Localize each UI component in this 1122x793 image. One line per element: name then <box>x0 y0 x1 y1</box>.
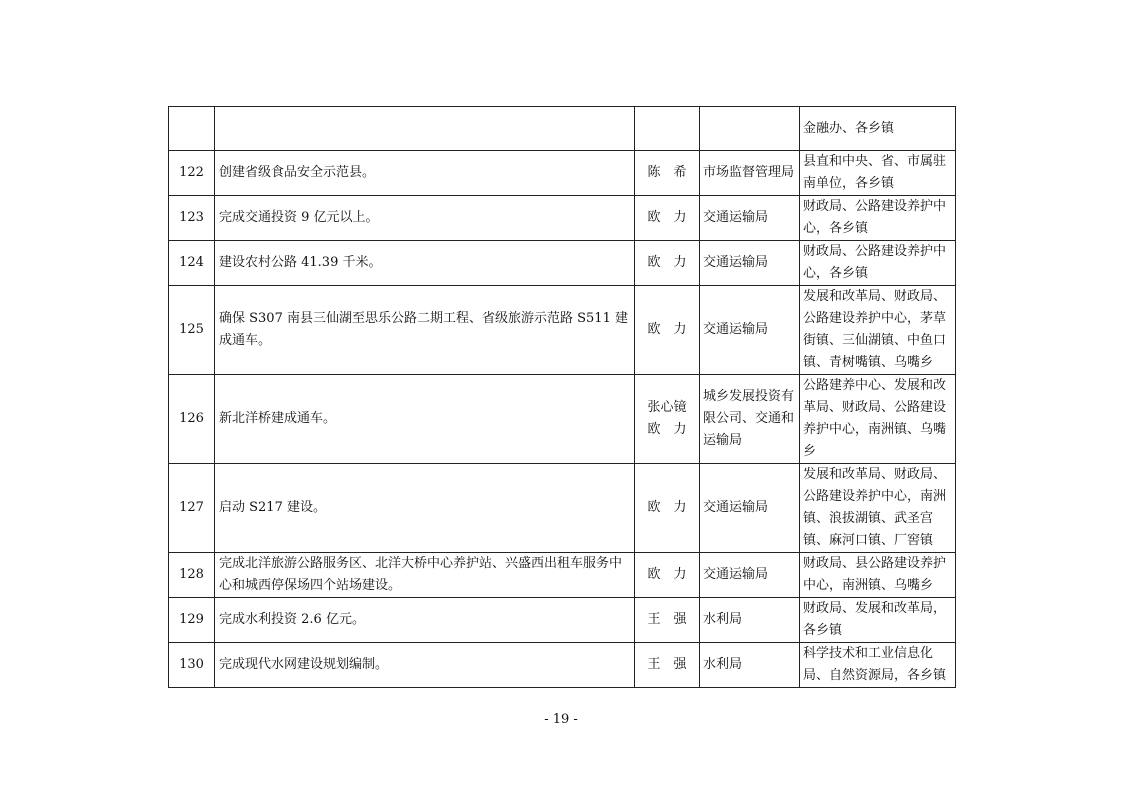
task-cell: 确保 S307 南县三仙湖至思乐公路二期工程、省级旅游示范路 S511 建成通车。 <box>215 286 635 375</box>
table-row <box>169 553 956 598</box>
table-row <box>169 598 956 643</box>
task-cell: 完成交通投资 9 亿元以上。 <box>215 196 635 241</box>
responsible-unit-cell <box>700 107 800 151</box>
lead-official-cell: 王 强 <box>635 643 700 688</box>
table-row <box>169 107 956 151</box>
row-number-cell: 130 <box>169 643 215 688</box>
cooperating-units-cell: 财政局、发展和改革局，各乡镇 <box>800 598 956 643</box>
task-cell <box>215 107 635 151</box>
lead-official-cell: 陈 希 <box>635 151 700 196</box>
table-row <box>169 196 956 241</box>
responsible-unit-cell: 水利局 <box>700 643 800 688</box>
row-number-cell: 129 <box>169 598 215 643</box>
responsible-unit-cell: 交通运输局 <box>700 464 800 553</box>
responsible-unit-cell: 交通运输局 <box>700 286 800 375</box>
responsible-unit-cell: 交通运输局 <box>700 241 800 286</box>
row-number-cell <box>169 107 215 151</box>
task-cell: 完成北洋旅游公路服务区、北洋大桥中心养护站、兴盛西出租车服务中心和城西停保场四个站场建设。 <box>215 553 635 598</box>
lead-official-cell: 欧 力 <box>635 286 700 375</box>
cooperating-units-cell: 发展和改革局、财政局、公路建设养护中心，茅草街镇、三仙湖镇、中鱼口镇、青树嘴镇、乌嘴乡 <box>800 286 956 375</box>
cooperating-units-cell: 金融办、各乡镇 <box>800 107 956 151</box>
table-row <box>169 286 956 375</box>
table-row <box>169 375 956 464</box>
row-number-cell: 123 <box>169 196 215 241</box>
responsible-unit-cell: 市场监督管理局 <box>700 151 800 196</box>
task-cell: 启动 S217 建设。 <box>215 464 635 553</box>
responsible-unit-cell: 城乡发展投资有限公司、交通和运输局 <box>700 375 800 464</box>
row-number-cell: 125 <box>169 286 215 375</box>
lead-official-cell: 王 强 <box>635 598 700 643</box>
cooperating-units-cell: 财政局、公路建设养护中心，各乡镇 <box>800 241 956 286</box>
table-row <box>169 241 956 286</box>
lead-official-cell <box>635 107 700 151</box>
lead-official-cell: 欧 力 <box>635 241 700 286</box>
cooperating-units-cell: 科学技术和工业信息化局、自然资源局，各乡镇 <box>800 643 956 688</box>
responsible-unit-cell: 交通运输局 <box>700 553 800 598</box>
lead-official-cell: 欧 力 <box>635 196 700 241</box>
cooperating-units-cell: 发展和改革局、财政局、公路建设养护中心，南洲镇、浪拔湖镇、武圣宫镇、麻河口镇、厂窖镇 <box>800 464 956 553</box>
table-row <box>169 151 956 196</box>
lead-official-cell: 欧 力 <box>635 464 700 553</box>
task-cell: 新北洋桥建成通车。 <box>215 375 635 464</box>
cooperating-units-cell: 公路建养中心、发展和改革局、财政局、公路建设养护中心，南洲镇、乌嘴乡 <box>800 375 956 464</box>
task-cell: 建设农村公路 41.39 千米。 <box>215 241 635 286</box>
page-number: - 19 - <box>544 712 578 727</box>
row-number-cell: 128 <box>169 553 215 598</box>
table-row <box>169 643 956 688</box>
task-table <box>168 106 956 688</box>
task-table-body <box>169 107 956 688</box>
cooperating-units-cell: 财政局、公路建设养护中心，各乡镇 <box>800 196 956 241</box>
row-number-cell: 127 <box>169 464 215 553</box>
cooperating-units-cell: 财政局、县公路建设养护中心，南洲镇、乌嘴乡 <box>800 553 956 598</box>
task-cell: 完成现代水网建设规划编制。 <box>215 643 635 688</box>
row-number-cell: 122 <box>169 151 215 196</box>
task-cell: 完成水利投资 2.6 亿元。 <box>215 598 635 643</box>
cooperating-units-cell: 县直和中央、省、市属驻南单位，各乡镇 <box>800 151 956 196</box>
lead-official-cell: 张心镜 欧 力 <box>635 375 700 464</box>
lead-official-cell: 欧 力 <box>635 553 700 598</box>
row-number-cell: 126 <box>169 375 215 464</box>
responsible-unit-cell: 交通运输局 <box>700 196 800 241</box>
task-cell: 创建省级食品安全示范县。 <box>215 151 635 196</box>
responsible-unit-cell: 水利局 <box>700 598 800 643</box>
table-row <box>169 464 956 553</box>
row-number-cell: 124 <box>169 241 215 286</box>
